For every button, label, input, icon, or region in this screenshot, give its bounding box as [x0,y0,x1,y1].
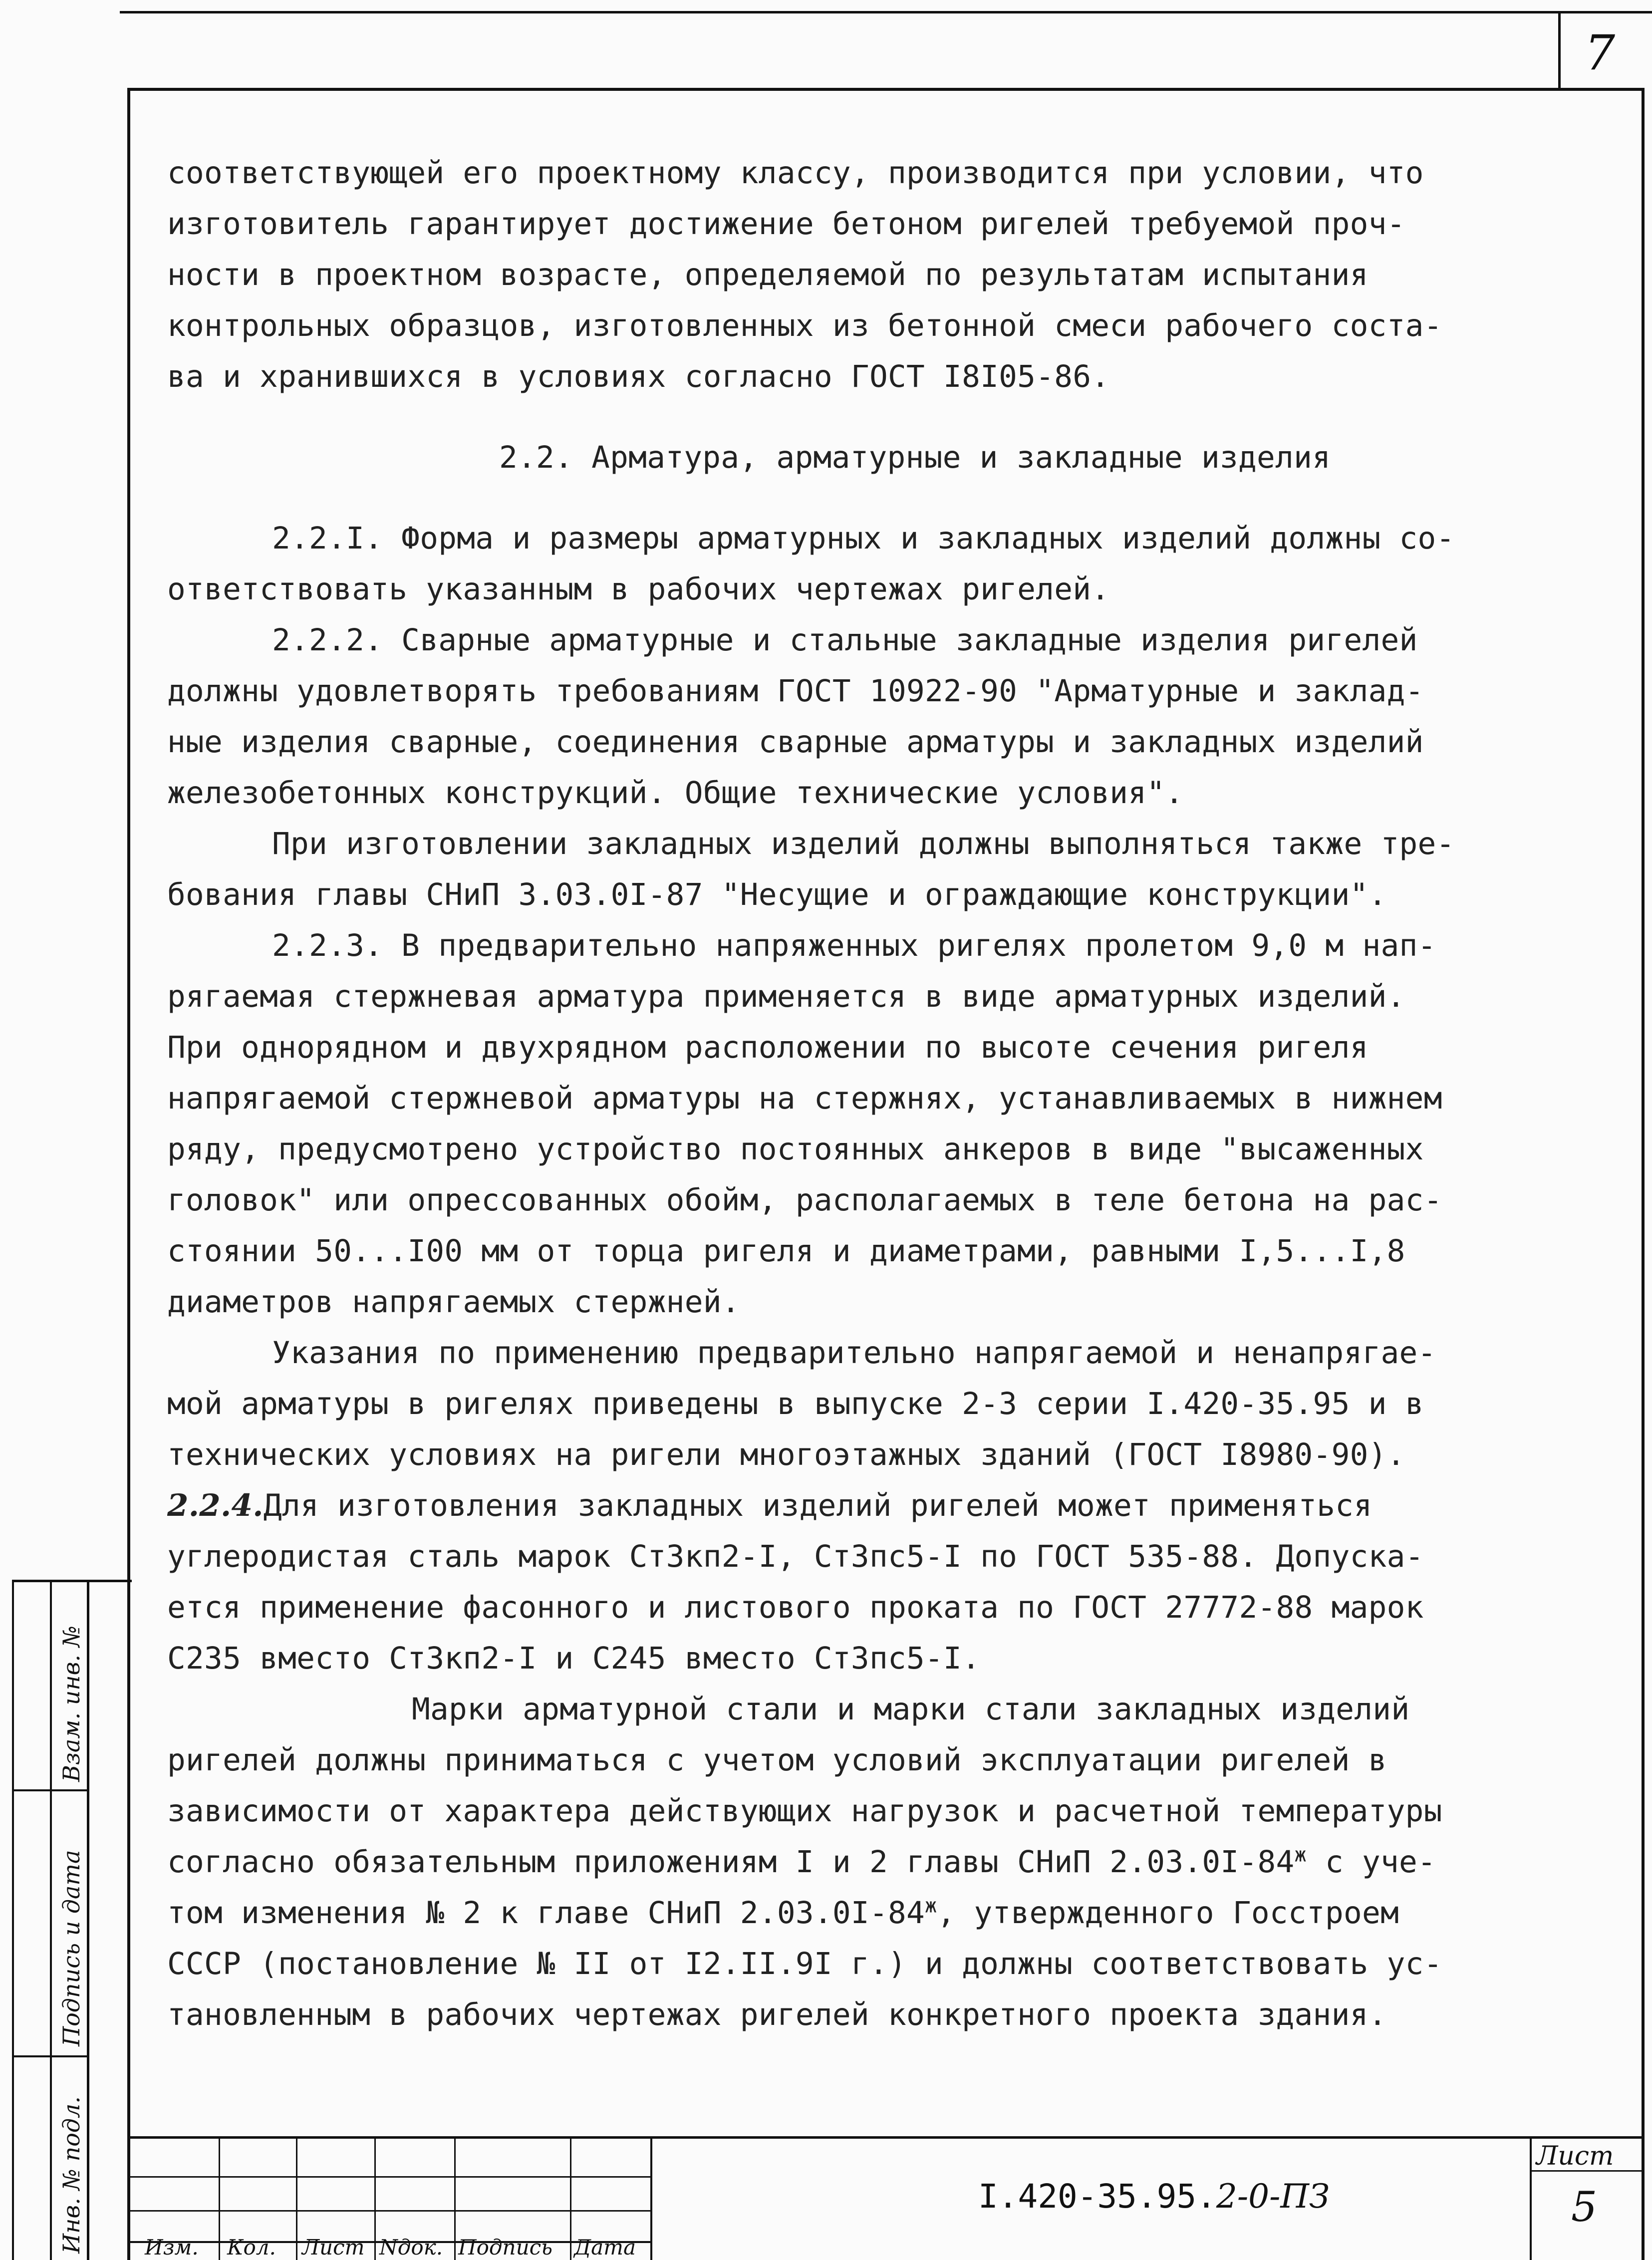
stamp-col [454,2136,456,2260]
margin-label-podpis-data: Подпись и дата [58,1850,85,2046]
frame-top [127,88,1645,91]
text-line: соответствующей его проектному классу, производится при условии, что [167,155,1424,191]
text-line: диаметров напрягаемых стержней. [167,1284,740,1320]
text-line: При изготовлении закладных изделий должны выполняться также тре- [272,826,1455,861]
stamp-col-list: Лист [302,2235,365,2260]
stamp-top [127,2136,1645,2139]
text-line: С235 вместо Ст3кп2-I и С245 вместо Ст3пс5-I. [167,1641,981,1676]
text-line: ности в проектном возрасте, определяемой по результатам испытания [167,257,1369,292]
stamp-col [570,2136,571,2260]
margin-strip-mid [50,1580,52,2260]
frame-left [127,88,130,2260]
page-number: 7 [1585,25,1616,81]
stamp-col-data: Дата [574,2235,636,2260]
text-line: углеродистая сталь марок Ст3кп2-I, Ст3пс5-I по ГОСТ 535-88. Допуска- [167,1539,1424,1574]
stamp-col-kol: Кол. [227,2235,276,2260]
text-line: контрольных образцов, изготовленных из бетонной смеси рабочего соста- [167,308,1442,343]
frame-right [1642,88,1645,2260]
stamp-sheet-col [1530,2136,1532,2260]
stamp-col-podpis: Подпись [458,2235,553,2260]
text-line: Указания по применению предварительно напрягаемой и ненапрягае- [272,1335,1436,1371]
text-line: технических условиях на ригели многоэтажных зданий (ГОСТ I8980-90). [167,1437,1405,1472]
margin-strip-outer [12,1580,14,2260]
stamp-col [219,2136,220,2260]
text-line: 2.2.2. Сварные арматурные и стальные закладные изделия ригелей [272,622,1418,658]
section-heading: 2.2. Арматура, арматурные и закладные изделия [499,440,1331,475]
text-line: стоянии 50...I00 мм от торца ригеля и диаметрами, равными I,5...I,8 [167,1233,1405,1269]
sheet-number: 5 [1571,2184,1598,2231]
text-line: 2.2.3. В предварительно напряженных ригелях пролетом 9,0 м нап- [272,928,1436,963]
text-line: должны удовлетворять требованиям ГОСТ 10922-90 "Арматурные и заклад- [167,673,1424,709]
page-number-divider [1558,11,1561,90]
text-line: бования главы СНиП 3.03.0I-87 "Несущие и ограждающие конструкции". [167,877,1387,912]
text-line: ется применение фасонного и листового проката по ГОСТ 27772-88 марок [167,1590,1424,1625]
text-line: железобетонных конструкций. Общие технические условия". [167,775,1184,811]
margin-strip-div1 [12,1789,89,1791]
stamp-col-izm: Изм. [145,2235,199,2260]
text-line: рягаемая стержневая арматура применяется в виде арматурных изделий. [167,979,1405,1014]
text-line: 2.2.I. Форма и размеры арматурных и закладных изделий должны со- [272,521,1455,556]
text-line: изготовитель гарантирует достижение бетоном ригелей требуемой проч- [167,206,1405,242]
text-line: 2.2.4.Для изготовления закладных изделий ригелей может применяться [167,1488,1373,1523]
stamp-row1 [127,2176,651,2178]
document-code: I.420-35.95.2-0-ПЗ [978,2177,1330,2216]
text-line: При однорядном и двухрядном расположении по высоте сечения ригеля [167,1030,1369,1065]
text-line: ва и хранившихся в условиях согласно ГОСТ I8I05-86. [167,359,1110,394]
stamp-col [296,2136,297,2260]
top-rule [120,11,1652,13]
text-line: ответствовать указанным в рабочих чертежах ригелей. [167,571,1110,607]
margin-label-inv-podl: Инв. № подл. [58,2096,85,2254]
body-text [167,148,1600,2040]
handwritten-clause-number: 2.2.4. [167,1488,264,1523]
stamp-col [374,2136,376,2260]
text-line: том изменения № 2 к главе СНиП $2.03.0I-84^ж$, утвержденного Госстроем [167,1894,1399,1931]
text-line: согласно обязательным приложениям I и 2 главы СНиП $2.03.0I-84^ж$ с уче- [167,1843,1436,1880]
stamp-col-ndok: Nдок. [379,2235,443,2260]
margin-strip-inner [87,1580,89,2260]
margin-strip-top [12,1580,132,1582]
text-line: ряду, предусмотрено устройство постоянных анкеров в виде "высаженных [167,1131,1424,1167]
text-line: напрягаемой стержневой арматуры на стержнях, устанавливаемых в нижнем [167,1081,1442,1116]
text-line: мой арматуры в ригелях приведены в выпуске 2-3 серии I.420-35.95 и в [167,1386,1424,1421]
stamp-col [650,2136,652,2260]
text-line: ные изделия сварные, соединения сварные арматуры и закладных изделий [167,724,1424,760]
text-line: ригелей должны приниматься с учетом условий эксплуатации ригелей в [167,1742,1387,1778]
text-line: тановленным в рабочих чертежах ригелей конкретного проекта здания. [167,1997,1387,2032]
text-line: зависимости от характера действующих нагрузок и расчетной температуры [167,1793,1442,1829]
text-line: СССР (постановление № II от I2.II.9I г.) и должны соответствовать ус- [167,1946,1442,1981]
sheet-label: Лист [1536,2141,1614,2171]
stamp-row2 [127,2210,651,2212]
margin-strip-div2 [12,2055,89,2057]
margin-label-vzam-inv: Взам. инв. № [58,1625,85,1782]
text-line: головок" или опрессованных обойм, располагаемых в теле бетона на рас- [167,1182,1442,1218]
text-line: Марки арматурной стали и марки стали закладных изделий [412,1692,1410,1727]
